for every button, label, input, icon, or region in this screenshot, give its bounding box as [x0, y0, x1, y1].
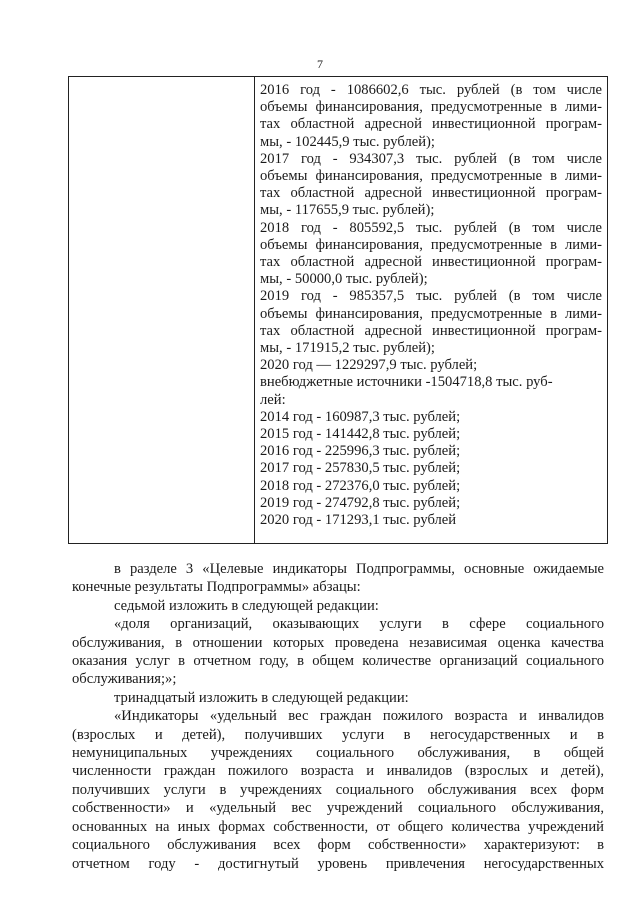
- table-line: тах областной адресной инвестиционной програм-: [260, 254, 602, 271]
- table-line: мы, - 102445,9 тыс. рублей);: [260, 133, 435, 150]
- body-text: [72, 560, 604, 873]
- body-line: (взрослых и детей), получивших услуги в негосударственных и в: [72, 726, 604, 743]
- body-line: получивших услуги в учреждениях социального обслуживания всех форм: [72, 781, 604, 798]
- table-line: 2014 год - 160987,3 тыс. рублей;: [260, 408, 461, 425]
- table-line: тах областной адресной инвестиционной програм-: [260, 116, 602, 133]
- body-line: оказания услуг в отчетном году, в общем количестве организаций социального: [72, 653, 604, 670]
- table-line: мы, - 50000,0 тыс. рублей);: [260, 271, 428, 288]
- table-line: 2018 год - 272376,0 тыс. рублей;: [260, 477, 461, 494]
- body-line: обслуживания;»;: [72, 671, 177, 688]
- table-line: внебюджетные источники -1504718,8 тыс. руб-: [260, 374, 553, 391]
- table-line: объемы финансирования, предусмотренные в лими-: [260, 99, 602, 116]
- table-right-cell: [260, 82, 602, 529]
- body-line: отчетном году - достигнутый уровень привлечения негосударственных: [72, 855, 604, 872]
- table-line: мы, - 117655,9 тыс. рублей);: [260, 202, 435, 219]
- table-line: мы, - 171915,2 тыс. рублей);: [260, 340, 435, 357]
- table-line: 2018 год - 805592,5 тыс. рублей (в том числе: [260, 219, 602, 236]
- table-line: 2019 год - 985357,5 тыс. рублей (в том числе: [260, 288, 602, 305]
- body-line: конечные результаты Подпрограммы» абзацы:: [72, 579, 361, 596]
- table-line: лей:: [260, 391, 286, 408]
- body-line: основанных на иных формах собственности, от общего количества учреждений: [72, 818, 604, 835]
- table-line: объемы финансирования, предусмотренные в лими-: [260, 168, 602, 185]
- body-line: «доля организаций, оказывающих услуги в сфере социального: [114, 616, 604, 633]
- table-line: 2016 год - 1086602,6 тыс. рублей (в том числе: [260, 82, 602, 98]
- table-line: 2019 год - 274792,8 тыс. рублей;: [260, 494, 461, 511]
- table-line: тах областной адресной инвестиционной програм-: [260, 185, 602, 202]
- table-line: 2020 год - 171293,1 тыс. рублей: [260, 512, 457, 529]
- page-number: 7: [317, 57, 323, 71]
- table-line: 2017 год - 257830,5 тыс. рублей;: [260, 460, 461, 477]
- financing-table: [68, 76, 608, 544]
- body-line: собственности» и «удельный вес учреждений социального обслуживания,: [72, 800, 604, 817]
- table-line: объемы финансирования, предусмотренные в лими-: [260, 236, 602, 253]
- table-line: 2017 год - 934307,3 тыс. рублей (в том числе: [260, 150, 602, 167]
- body-line: социального обслуживания всех форм собственности» характеризуют: в: [72, 837, 604, 854]
- table-line: объемы финансирования, предусмотренные в лими-: [260, 305, 602, 322]
- body-line: седьмой изложить в следующей редакции:: [114, 597, 379, 614]
- table-line: тах областной адресной инвестиционной програм-: [260, 322, 602, 339]
- body-line: в разделе 3 «Целевые индикаторы Подпрограммы, основные ожидаемые: [114, 561, 604, 577]
- table-column-divider: [254, 77, 255, 543]
- body-line: «Индикаторы «удельный вес граждан пожилого возраста и инвалидов: [114, 708, 604, 725]
- body-line: тринадцатый изложить в следующей редакции:: [114, 689, 409, 706]
- table-line: 2020 год — 1229297,9 тыс. рублей;: [260, 357, 478, 374]
- body-line: немуниципальных учреждениях социального обслуживания, в общей: [72, 745, 604, 762]
- table-line: 2015 год - 141442,8 тыс. рублей;: [260, 426, 461, 443]
- table-line: 2016 год - 225996,3 тыс. рублей;: [260, 443, 461, 460]
- body-line: обслуживания, в отношении которых проведена независимая оценка качества: [72, 634, 604, 651]
- body-line: численности граждан пожилого возраста и инвалидов (взрослых и детей),: [72, 763, 604, 780]
